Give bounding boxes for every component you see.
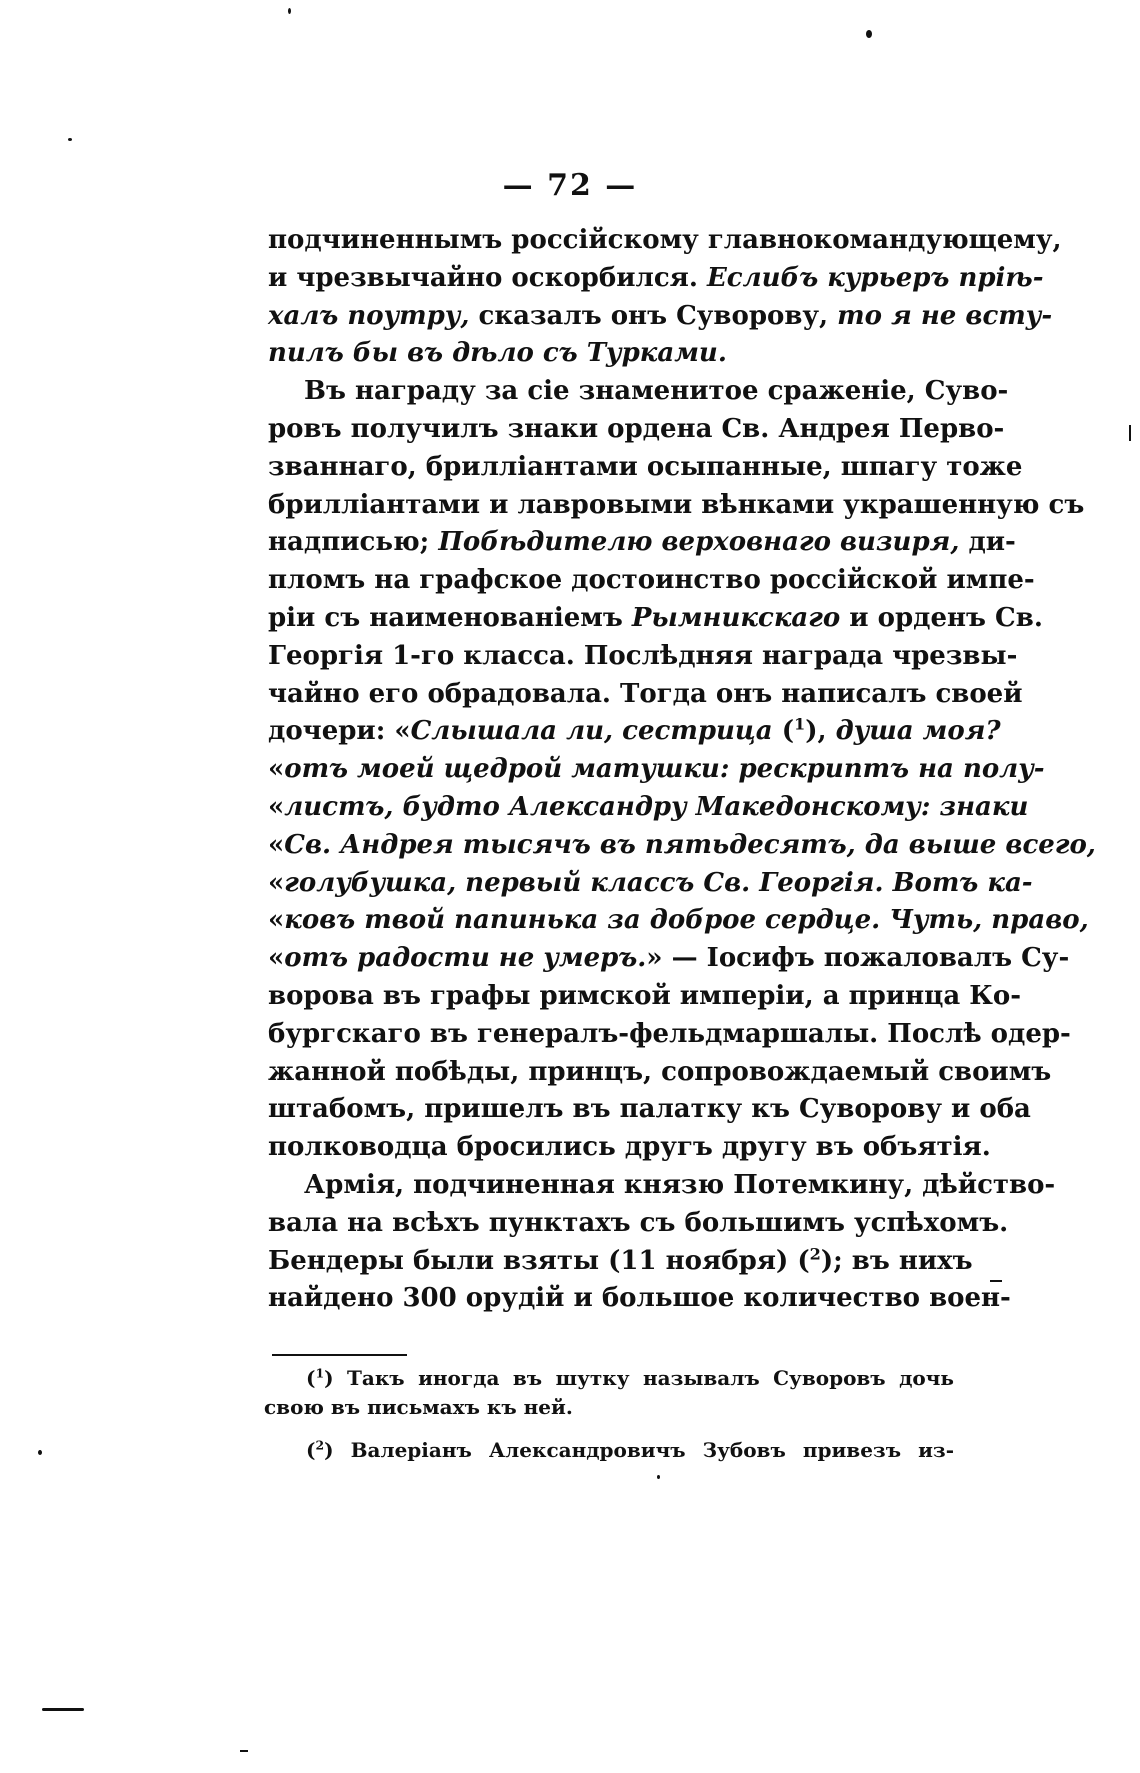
text-line: ріи съ наименованіемъ Рымникскаго и орденъ Св. xyxy=(268,602,1043,633)
text-line: пилъ бы въ дѣло съ Турками. xyxy=(268,338,727,369)
text-line: Армія, подчиненная князю Потемкину, дѣйство- xyxy=(304,1169,1056,1200)
text-line: и чрезвычайно оскорбился. Еслибъ курьеръ пріѣ- xyxy=(268,262,1044,293)
text-line: «ковъ твой папинька за доброе сердце. Чуть, право, xyxy=(268,905,1089,936)
text-line: «отъ радости не умеръ.» — Іосифъ пожаловалъ Су- xyxy=(268,943,1070,974)
text-line: званнаго, бриллiантами осыпанные, шпагу тоже xyxy=(268,451,1023,482)
scan-speck xyxy=(240,1750,248,1752)
text-line: найдено 300 орудій и большое количество воен- xyxy=(268,1283,1011,1314)
text-line: Въ награду за сіе знаменитое сраженіе, Суво- xyxy=(304,376,1009,407)
text-line: халъ поутру, сказалъ онъ Суворову, то я не всту- xyxy=(268,300,1053,331)
scan-speck xyxy=(68,138,72,141)
text-line: полководца бросились другъ другу въ объятія. xyxy=(268,1132,991,1163)
text-line: «Св. Андрея тысячъ въ пятьдесятъ, да выше всего, xyxy=(268,829,1096,860)
text-line: надписью; Побѣдителю верховнаго визиря, ди- xyxy=(268,527,1016,558)
text-line: вала на всѣхъ пунктахъ съ большимъ успѣхомъ. xyxy=(268,1207,1009,1238)
footnote-line: свою въ письмахъ къ ней. xyxy=(264,1395,573,1419)
text-line: бургскаго въ генералъ-фельдмаршалы. Послѣ одер- xyxy=(268,1018,1071,1049)
text-line: Бендеры были взяты (11 ноября) ($^2$); въ нихъ xyxy=(268,1243,973,1276)
scan-speck xyxy=(1129,425,1131,441)
scan-speck xyxy=(288,8,291,14)
text-line: чайно его обрадовала. Тогда онъ написалъ своей xyxy=(268,678,1023,709)
text-line: «отъ моей щедрой матушки: рескриптъ на полу- xyxy=(268,754,1045,785)
text-line: бриллiантами и лавровыми вѣнками украшенную съ xyxy=(268,489,1085,520)
scan-speck xyxy=(657,1475,660,1479)
footnote-divider xyxy=(272,1354,407,1356)
text-line: ровъ получилъ знаки ордена Св. Андрея Перво- xyxy=(268,413,1005,444)
footnote-line: ($^1$) Такъ иногда въ шутку называлъ Суворовъ дочь xyxy=(306,1365,954,1390)
body-text xyxy=(268,222,1096,1318)
scan-speck xyxy=(42,1708,84,1711)
text-line: подчиненнымъ россійскому главнокомандующему, xyxy=(268,225,1062,255)
text-line: штабомъ, пришелъ въ палатку къ Суворову и оба xyxy=(268,1094,1031,1125)
text-line: пломъ на графское достоинство россійской импе- xyxy=(268,565,1035,596)
footnote-line: ($^2$) Валеріанъ Александровичъ Зубовъ привезъ из- xyxy=(306,1437,954,1462)
text-line: ворова въ графы римской имперіи, а принца Ко- xyxy=(268,980,1022,1011)
page-number: — 72 — xyxy=(502,168,638,203)
text-line: «листъ, будто Александру Македонскому: знаки xyxy=(268,791,1029,822)
text-line: дочери: «Слышала ли, сестрица ($^1$), душа моя? xyxy=(268,714,1001,747)
text-line: Георгія 1-го класса. Послѣдняя награда чрезвы- xyxy=(268,640,1018,671)
scan-speck xyxy=(866,30,872,38)
scan-speck xyxy=(990,1280,1002,1282)
footnotes xyxy=(264,1364,954,1465)
scan-speck xyxy=(38,1450,42,1455)
text-line: «голубушка, первый классъ Св. Георгія. Вотъ ка- xyxy=(268,867,1033,898)
text-line: жанной побѣды, принцъ, сопровождаемый своимъ xyxy=(268,1056,1052,1087)
